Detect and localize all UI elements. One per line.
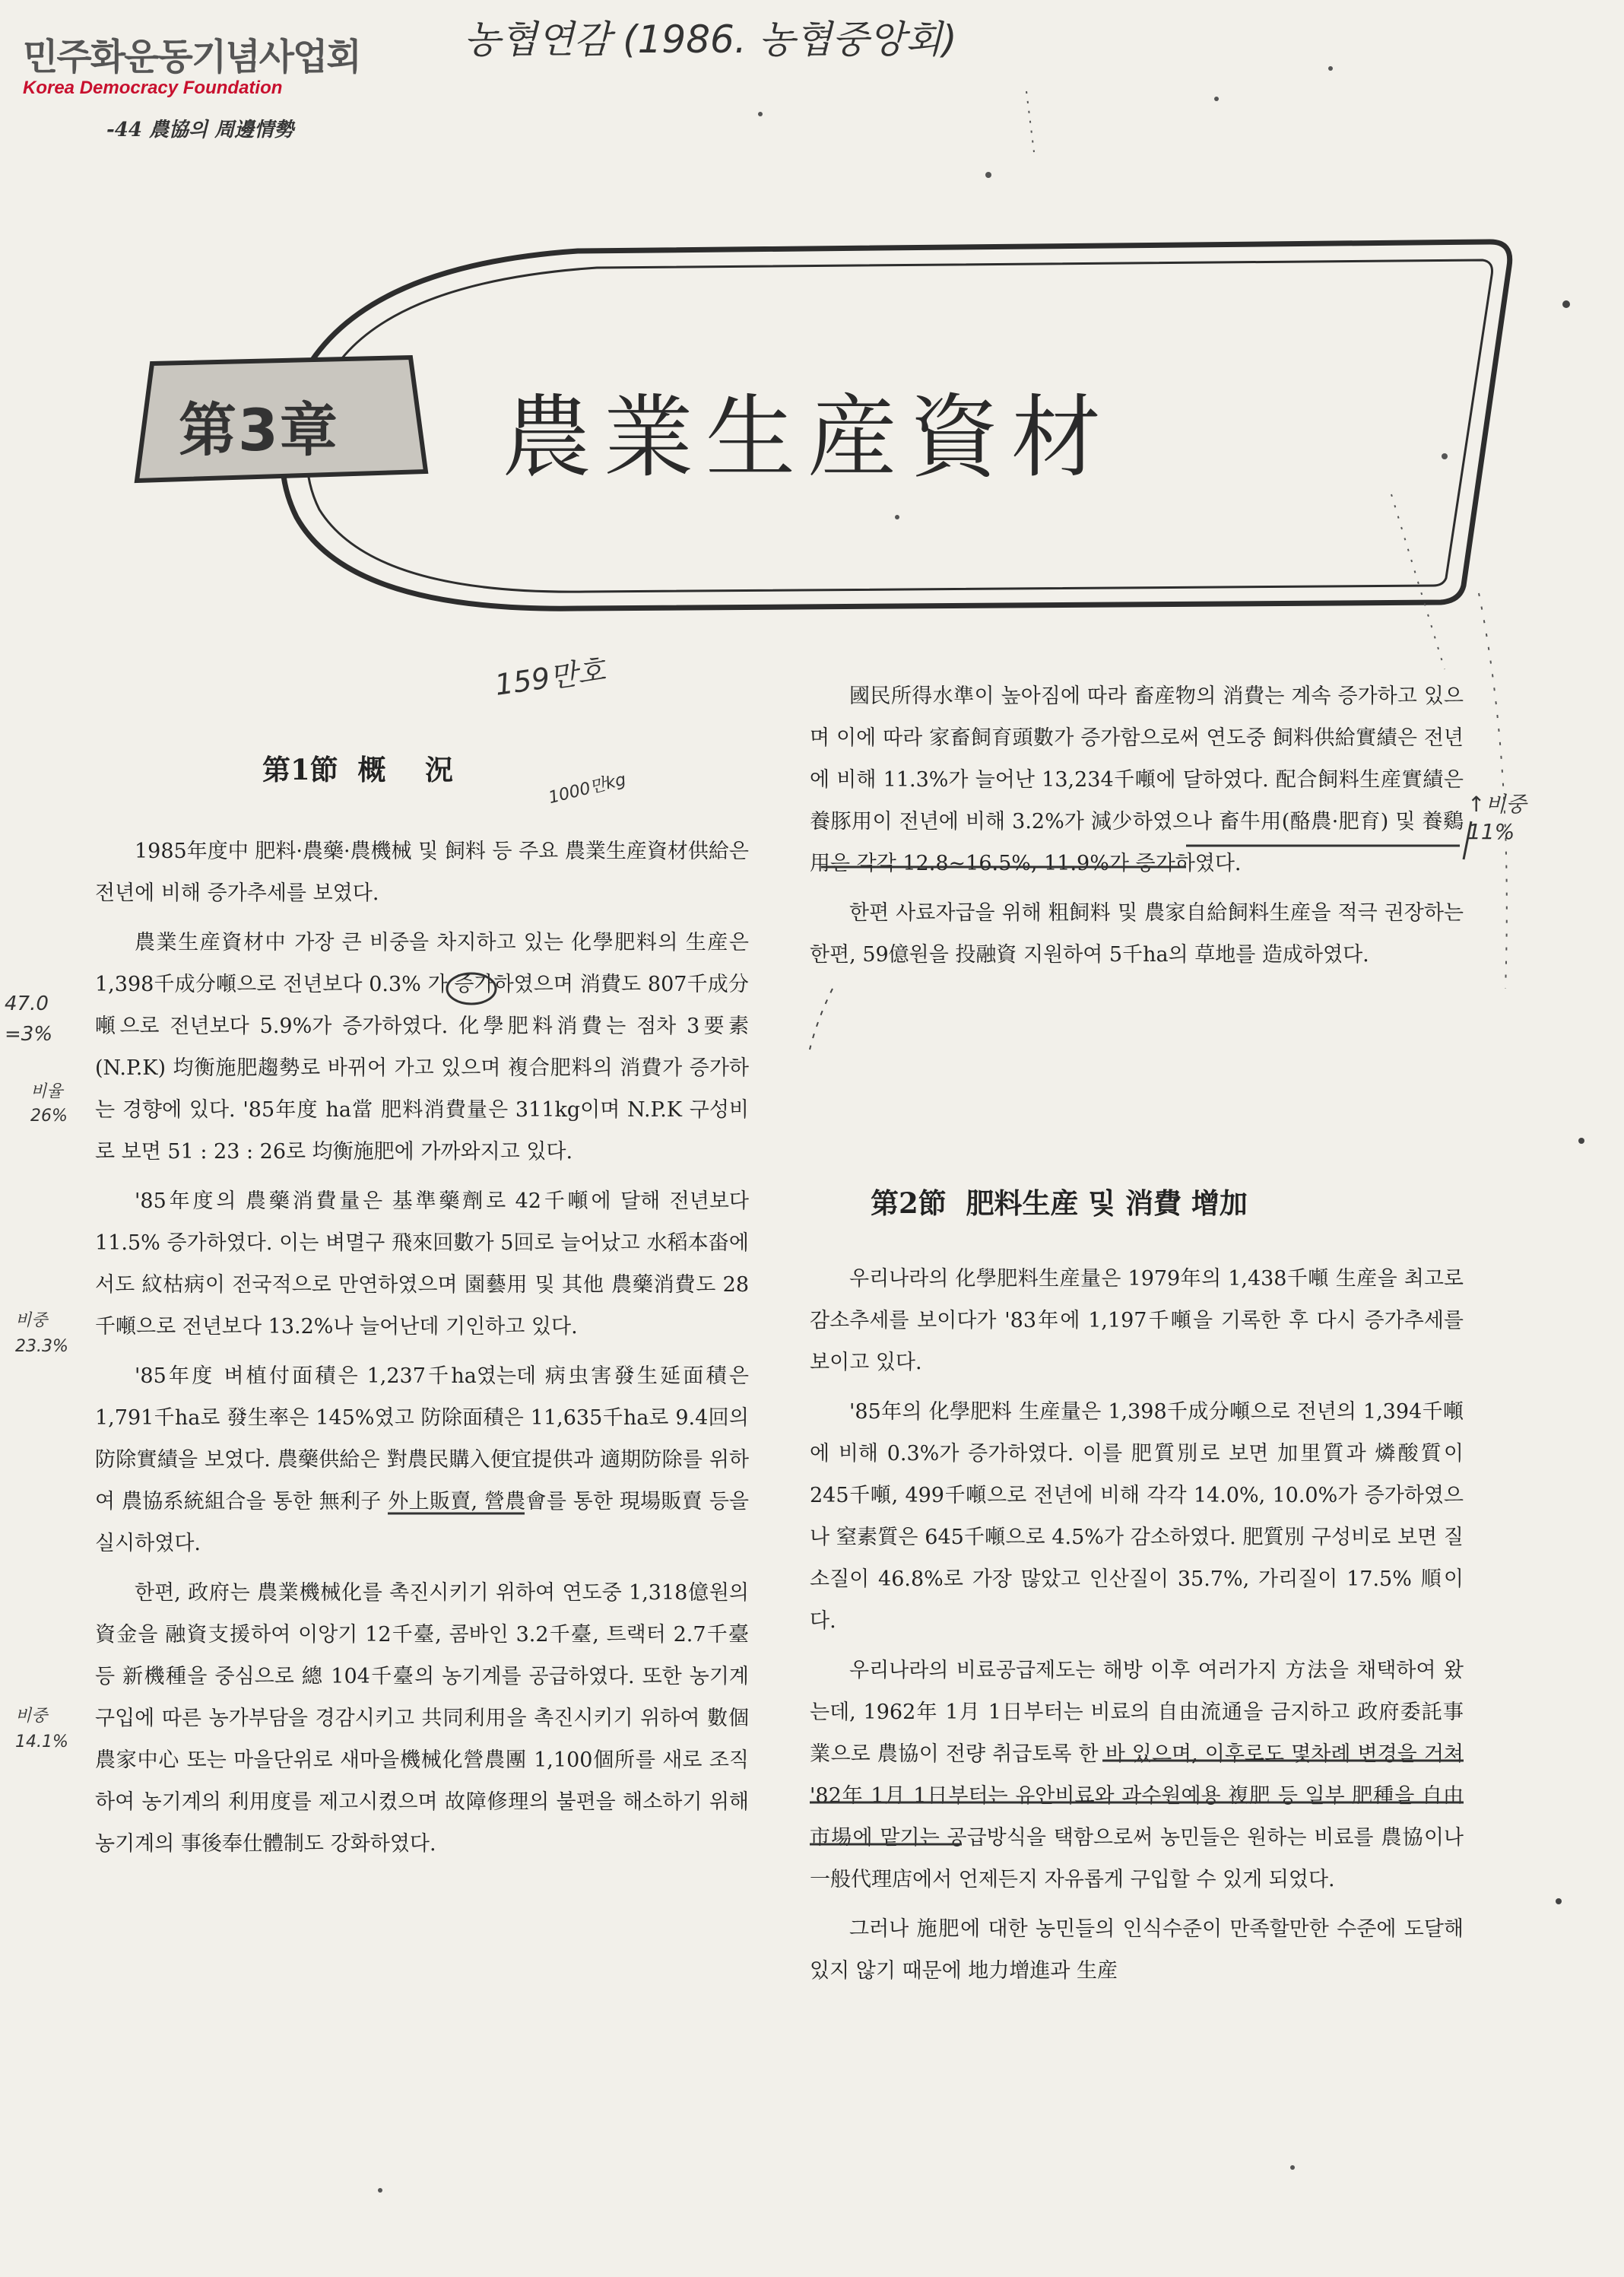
margin-note: 비중 14.1% (15, 1707, 68, 1751)
section2-paragraph: '85年의 化學肥料 生産量은 1,398千成分噸으로 전년의 1,394千噸에 비해 0.3%가 증가하였다. 이를 肥質別로 보면 加里質과 燐酸質이 245千噸, 499千噸으로 전년에 비해 각각 14.0%, 10.0%가 증가하였으나 窒素質은 645千噸으로 4.5%가 감소하였다. 肥質別 구성비로 보면 질소질이 46.8%로 가장 많았고 인산질이 35.7%, 가리질이 17.5% 順이다. (810, 1400, 1464, 1633)
handwritten-source-note: 농협연감 (1986. 농협중앙회) (464, 17, 957, 62)
margin-note: ↑비중 11% (1467, 792, 1527, 844)
section2-paragraph: 우리나라의 化學肥料生産量은 1979年의 1,438千噸 生産을 최고로 감소추세를 보이다가 '83年에 1,197千噸을 기록한 후 다시 증가추세를 보이고 있다. (810, 1267, 1464, 1374)
margin-note: 비중 23.3% (15, 1311, 68, 1356)
section2-paragraph: 그러나 施肥에 대한 농민들의 인식수준이 만족할만한 수준에 도달해 있지 않기 때문에 地力增進과 生産 (810, 1917, 1464, 1983)
margin-note: 159만호 (493, 653, 607, 702)
section2-paragraph: 우리나라의 비료공급제도는 해방 이후 여러가지 方法을 채택하여 왔는데, 1962年 1月 1日부터는 비료의 自由流通을 금지하고 政府委託事業으로 農協이 전량 취급토록 한 바 있으며, 이후로도 몇차례 변경을 거쳐 '82年 1月 1日부터는 유안비료와 과수원예용 複肥 등 일부 肥種을 自由市場에 맡기는 공급방식을 택함으로써 농민들은 원하는 비료를 農協이나 一般代理店에서 언제든지 자유롭게 구입할 수 있게 되었다. (810, 1659, 1464, 1891)
watermark-korean: 민주화운동기념사업회 (23, 36, 360, 78)
margin-note: 비율 26% (30, 1082, 68, 1126)
section1-paragraph: 한편, 政府는 農業機械化를 촉진시키기 위하여 연도중 1,318億원의 資金을 融資支援하여 이앙기 12千臺, 콤바인 3.2千臺, 트랙터 2.7千臺 등 新機種을 중심으로 總 104千臺의 농기계를 공급하였다. 또한 농기계구입에 따른 농가부담을 경감시키고 共同利用을 촉진시키기 위하여 數個農家中心 또는 마을단위로 새마을機械化營農團 1,100個所를 새로 조직하여 농기계의 利用度를 제고시켰으며 故障修理의 불편을 해소하기 위해 농기계의 事後奉仕體制도 강화하였다. (95, 1581, 749, 1856)
watermark-english: Korea Democracy Foundation (23, 78, 283, 98)
chapter-title: 農業生産資材 (502, 385, 1114, 490)
section1-paragraph: 農業生産資材中 가장 큰 비중을 차지하고 있는 化學肥料의 生産은 1,398千成分噸으로 전년보다 0.3% 가 증가하였으며 消費도 807千成分噸으로 전년보다 5.9%가 증가하였다. 化學肥料消費는 점차 3要素(N.P.K) 均衡施肥趨勢로 바뀌어 가고 있으며 複合肥料의 消費가 증가하는 경향에 있다. '85年度 ha當 肥料消費量은 311kg이며 N.P.K 구성비로 보면 51 : 23 : 26로 均衡施肥에 가까와지고 있다. (95, 931, 749, 1164)
section1-paragraph: 1985年度中 肥料·農藥·農機械 및 飼料 등 주요 農業生産資材供給은 전년에 비해 증가추세를 보였다. (95, 840, 749, 905)
feed-paragraph: 國民所得水準이 높아짐에 따라 畜産物의 消費는 계속 증가하고 있으며 이에 따라 家畜飼育頭數가 증가함으로써 연도중 飼料供給實績은 전년에 비해 11.3%가 늘어난 13,234千噸에 달하였다. 配合飼料生産實績은 養豚用이 전년에 비해 3.2%가 減少하였으나 畜牛用(酪農·肥育) 및 養鷄用은 각각 12.8~16.5%, 11.9%가 증가하였다. (810, 684, 1464, 875)
section1-heading: 第1節 概 況 (262, 753, 454, 786)
section1-paragraph: '85年度의 農藥消費量은 基準藥劑로 42千噸에 달해 전년보다 11.5% 증가하였다. 이는 벼멸구 飛來回數가 5回로 늘어났고 水稻本畓에서도 紋枯病이 전국적으로 만연하였으며 園藝用 및 其他 農藥消費도 28千噸으로 전년보다 13.2%나 늘어난데 기인하고 있다. (95, 1189, 749, 1339)
section2-heading: 第2節 肥料生産 및 消費 增加 (871, 1186, 1248, 1220)
section1-paragraph: '85年度 벼植付面積은 1,237千ha였는데 病虫害發生延面積은 1,791千ha로 發生率은 145%였고 防除面積은 11,635千ha로 9.4回의 防除實績을 보였다. 農藥供給은 對農民購入便宜提供과 適期防除를 위하여 農協系統組合을 통한 無利子 外上販賣, 營農會를 통한 現場販賣 등을 실시하였다. (95, 1364, 749, 1555)
page-header: -44 農協의 周邊情勢 (106, 119, 294, 141)
margin-note: 1000만kg (547, 770, 628, 808)
chapter-label: 第3章 (179, 396, 339, 464)
feed-paragraph: 한편 사료자급을 위해 粗飼料 및 農家自給飼料生産을 적극 권장하는 한편, 59億원을 投融資 지원하여 5千ha의 草地를 造成하였다. (810, 901, 1464, 967)
margin-note: 47.0 =3% (5, 992, 53, 1046)
